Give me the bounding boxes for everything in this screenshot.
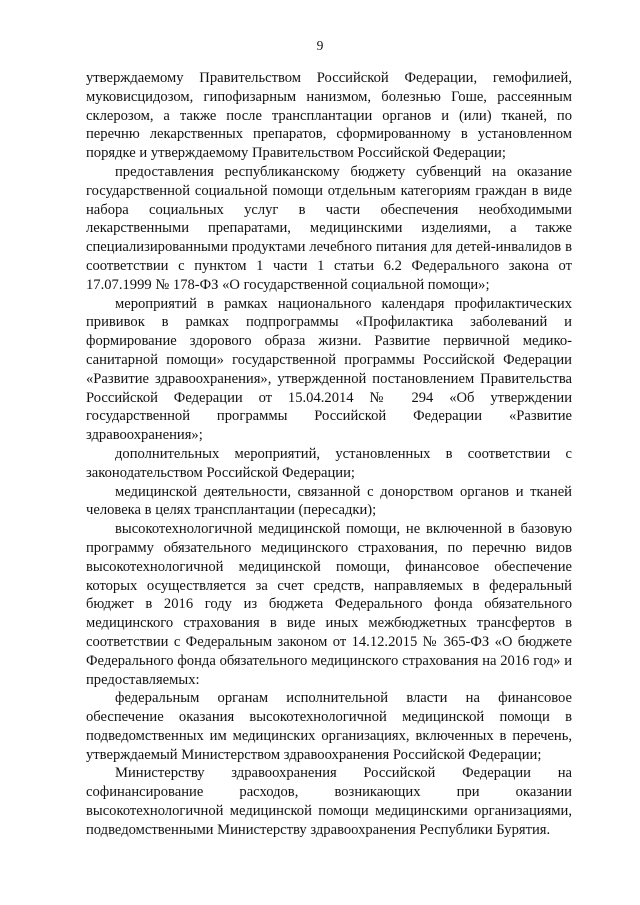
page-number: 9 (316, 38, 324, 53)
paragraph-federal-bodies: федеральным органам исполнительной власти на финансовое обеспечение оказания высокотехнологичной медицинской помощи в подведомственных им медицинских организациях, включенных в перечень, утверждаемый Министерством здравоохранения Российской Федерации; (86, 690, 572, 763)
document-body (86, 69, 572, 840)
paragraph-ministry-cofinancing: Министерству здравоохранения Российской Федерации на софинансирование расходов, возникающих при оказании высокотехнологичной медицинской помощи медицинскими организациями, подведомственными Министерству здравоохранения Республики Бурятия. (86, 765, 572, 838)
paragraph-additional-measures: дополнительных мероприятий, установленных в соответствии с законодательством Российской Федерации; (86, 445, 572, 481)
paragraph-organ-donation: медицинской деятельности, связанной с донорством органов и тканей человека в целях трансплантации (пересадки); (86, 483, 572, 519)
paragraph-high-tech-care: высокотехнологичной медицинской помощи, не включенной в базовую программу обязательного медицинского страхования, по перечню видов высокотехнологичной медицинской помощи, финансовое обеспечение которых осуществляется за счет средств, направляемых в федеральный бюджет в 2016 году из бюджета Федерального фонда обязательного медицинского страхования в виде иных межбюджетных трансфертов в соответствии с Федеральным законом от 14.12.2015 № 365-ФЗ «О бюджете Федерального фонда обязательного медицинского страхования на 2016 год» и предоставляемых: (86, 521, 572, 688)
paragraph-vaccination-calendar: мероприятий в рамках национального календаря профилактических прививок в рамках подпрограммы «Профилактика заболеваний и формирование здорового образа жизни. Развитие первичной медико-санитарной помощи» государственной программы Российской Федерации «Развитие здравоохранения», утвержденной постановлением Правительства Российской Федерации от 15.04.2014 № 294 «Об утверждении государственной программы Российской Федерации «Развитие здравоохранения»; (86, 295, 572, 444)
paragraph-social-assistance-subventions: предоставления республиканскому бюджету субвенций на оказание государственной социальной помощи отдельным категориям граждан в виде набора социальных услуг в части обеспечения необходимыми лекарственными препаратами, медицинскими изделиями, а также специализированными продуктами лечебного питания для детей-инвалидов в соответствии с пунктом 1 части 1 статьи 6.2 Федерального закона от 17.07.1999 № 178-ФЗ «О государственной социальной помощи»; (86, 163, 572, 293)
paragraph-continued-orphan-drugs: утверждаемому Правительством Российской Федерации, гемофилией, муковисцидозом, гипофизарным нанизмом, болезнью Гоше, рассеянным склерозом, а также после трансплантации органов и (или) тканей, по перечню лекарственных препаратов, сформированному в установленном порядке и утверждаемому Правительством Российской Федерации; (86, 70, 572, 162)
